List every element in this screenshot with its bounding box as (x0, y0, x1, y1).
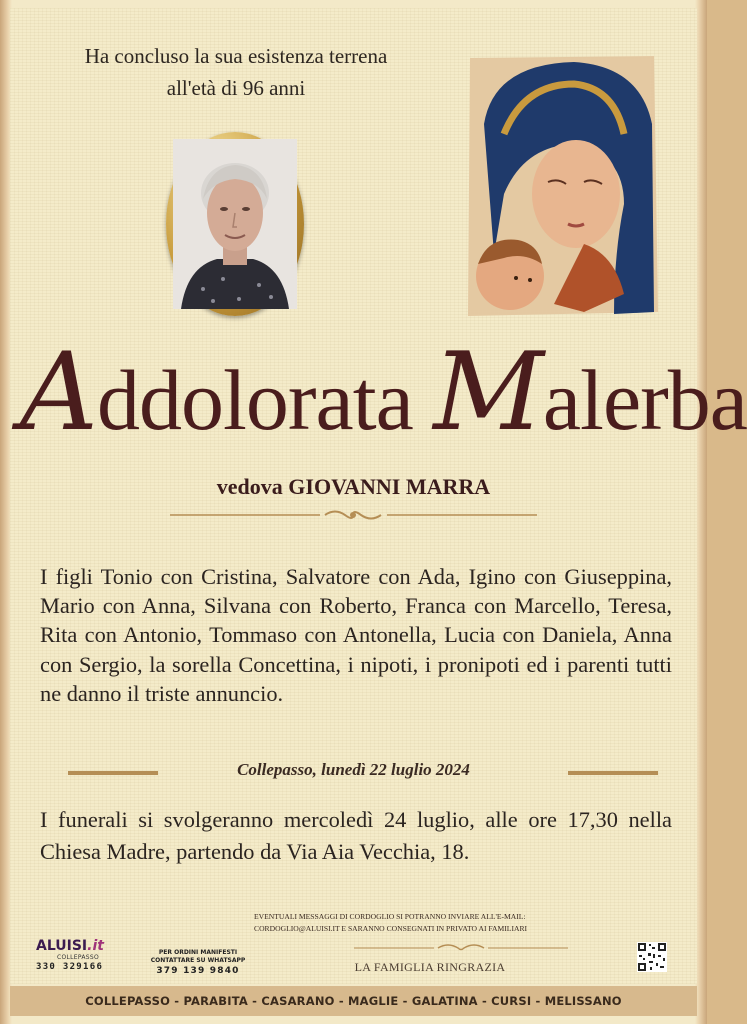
widow-of-line: vedova GIOVANNI MARRA (216, 474, 491, 499)
family-thanks: LA FAMIGLIA RINGRAZIA (354, 960, 506, 974)
intro-line-2: all'età di 96 anni (166, 76, 306, 100)
orders-contact (136, 949, 260, 976)
intro-line-1: Ha concluso la sua esistenza terrena (84, 44, 388, 68)
ornament-divider (170, 506, 537, 524)
messages-line-1: EVENTUALI MESSAGGI DI CORDOGLIO SI POTRANNO INVIARE ALL'E-MAIL: (254, 912, 526, 921)
announcement-text: I figli Tonio con Cristina, Salvatore con Ada, Igino con Giuseppina, Mario con Anna, Silvana con Roberto, Franca con Marcello, Teresa, Rita con Antonio, Tommaso con Antonella, Lucia con Daniela, Anna con Sergio, la sorella Concettina, i nipoti, i pronipoti ed i parenti tutti ne danno il triste annuncio. (40, 564, 672, 706)
orders-line-2: CONTATTARE SU WHATSAPP (150, 957, 246, 964)
first-name-initial: A (20, 330, 97, 455)
deceased-name (20, 330, 747, 455)
last-name-initial: M (433, 330, 543, 455)
place-date-line (20, 760, 687, 784)
place-date: Collepasso, lunedì 22 luglio 2024 (237, 760, 470, 779)
messages-line-2: CORDOGLIO@ALUISI.IT E SARANNO CONSEGNATI IN PRIVATO AI FAMILIARI (254, 924, 528, 933)
intro-text (36, 40, 436, 104)
orders-line-1: PER ORDINI MANIFESTI (158, 949, 238, 956)
agency-brand: ALUISI.it (36, 938, 104, 954)
condolence-messages (254, 911, 624, 935)
agency-logo (36, 938, 128, 972)
divider-right (568, 771, 658, 775)
agency-phone: 330 329166 (36, 962, 104, 972)
portrait-photo (173, 139, 297, 309)
qr-code-icon[interactable] (637, 942, 667, 972)
footer-locations: COLLEPASSO - PARABITA - CASARANO - MAGLIE - GALATINA - CURSI - MELISSANO (10, 986, 697, 1016)
funeral-info: I funerali si svolgeranno mercoledì 24 luglio, alle ore 17,30 nella Chiesa Madre, partendo da Via Aia Vecchia, 18. (40, 807, 672, 864)
agency-town: COLLEPASSO (56, 954, 100, 961)
portrait-frame (166, 132, 304, 316)
first-name-rest: ddolorata (97, 352, 413, 448)
orders-phone: 379 139 9840 (156, 966, 240, 976)
thanks-ornament (354, 942, 568, 954)
last-name-rest: alerba (542, 352, 747, 448)
madonna-and-child-image (464, 54, 660, 318)
